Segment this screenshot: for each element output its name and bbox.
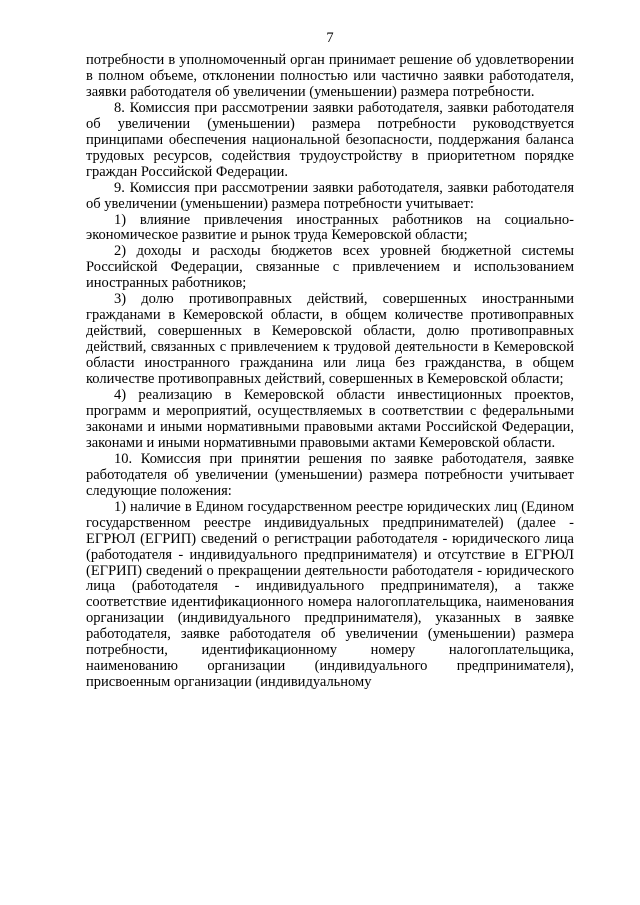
- paragraph-clause-9-item-3: 3) долю противоправных действий, совершенных иностранными гражданами в Кемеровской области, в общем количестве противоправных действий, совершенных в Кемеровской области, долю противоправных действий, связанных с привлечением к трудовой деятельности в Кемеровской области иностранного гражданина или лица без гражданства, в общем количестве противоправных действий, совершенных в Кемеровской области;: [86, 291, 574, 388]
- paragraph-clause-9: 9. Комиссия при рассмотрении заявки работодателя, заявки работодателя об увеличении (уменьшении) размера потребности учитывает:: [86, 179, 574, 212]
- body-text: [86, 53, 574, 691]
- paragraph-clause-10: 10. Комиссия при принятии решения по заявке работодателя, заявке работодателя об увеличении (уменьшении) размера потребности учитывает следующие положения:: [86, 450, 574, 499]
- paragraph-clause-9-item-2: 2) доходы и расходы бюджетов всех уровней бюджетной системы Российской Федерации, связанные с привлечением и использованием иностранных работников;: [86, 243, 574, 292]
- paragraph-clause-9-item-1: 1) влияние привлечения иностранных работников на социально-экономическое развитие и рынок труда Кемеровской области;: [86, 211, 574, 244]
- paragraph-clause-10-item-1: 1) наличие в Едином государственном реестре юридических лиц (Едином государственном реестре индивидуальных предпринимателей) (далее - ЕГРЮЛ (ЕГРИП) сведений о регистрации работодателя - юридического лица (работодателя - индивидуального предпринимателя) и отсутствие в ЕГРЮЛ (ЕГРИП) сведений о прекращении деятельности работодателя - юридического лица (работодателя - индивидуального предпринимателя), а также соответствие идентификационного номера налогоплательщика, наименования организации (индивидуального предпринимателя), указанных в заявке работодателя, заявке работодателя об увеличении (уменьшении) размера потребности, идентификационному номеру налогоплательщика, наименованию организации (индивидуального предпринимателя), присвоенным организации (индивидуальному: [86, 498, 574, 691]
- paragraph-clause-9-item-4: 4) реализацию в Кемеровской области инвестиционных проектов, программ и мероприятий, осуществляемых в соответствии с федеральными законами и иными нормативными правовыми актами Российской Федерации, законами и иными нормативными правовыми актами Кемеровской области.: [86, 387, 574, 451]
- paragraph-clause-8: 8. Комиссия при рассмотрении заявки работодателя, заявки работодателя об увеличении (уменьшении) размера потребности руководствуется принципами обеспечения национальной безопасности, поддержания баланса трудовых ресурсов, содействия трудоустройству в приоритетном порядке граждан Российской Федерации.: [86, 99, 574, 180]
- paragraph-continuation: потребности в уполномоченный орган принимает решение об удовлетворении в полном объеме, отклонении полностью или частично заявки работодателя, заявки работодателя об увеличении (уменьшении) размера потребности.: [86, 52, 574, 100]
- page-number: 7: [326, 30, 334, 46]
